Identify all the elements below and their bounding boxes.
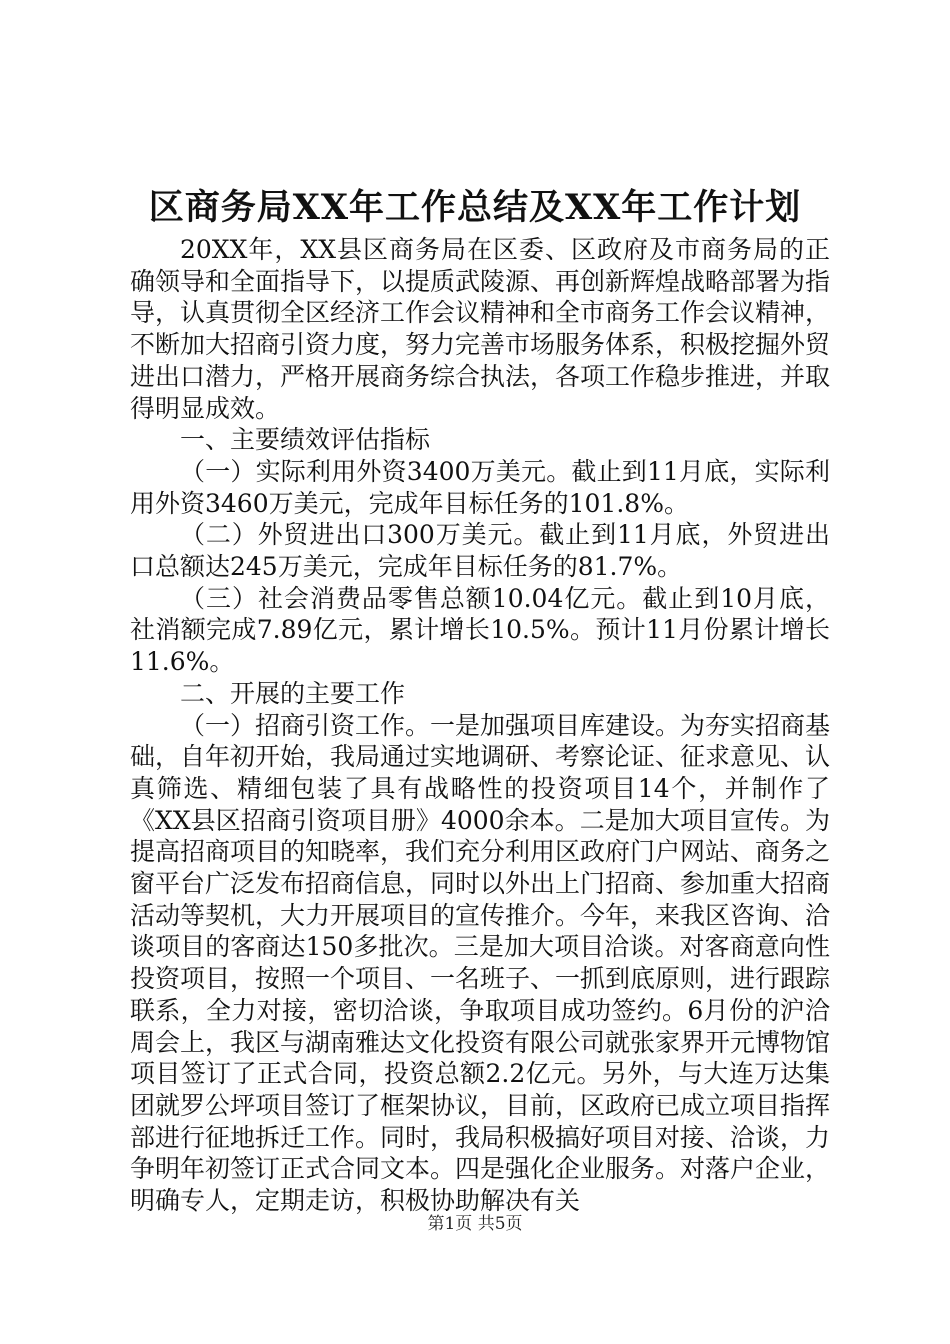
indicator-retail-sales: （三）社会消费品零售总额10.04亿元。截止到10月底，社消额完成7.89亿元，累计增长10.5%。预计11月份累计增长11.6%。 — [130, 583, 830, 677]
intro-paragraph: 20XX年，XX县区商务局在区委、区政府及市商务局的正确领导和全面指导下，以提质武陵源、再创新辉煌战略部署为指导，认真贯彻全区经济工作会议精神和全市商务工作会议精神，不断加大招商引资力度，努力完善市场服务体系，积极挖掘外贸进出口潜力，严格开展商务综合执法，各项工作稳步推进，并取得明显成效。 — [130, 235, 831, 423]
section-heading-indicators: 一、主要绩效评估指标 — [180, 425, 431, 455]
indicator-foreign-trade: （二）外贸进出口300万美元。截止到11月底，外贸进出口总额达245万美元，完成年目标任务的81.7%。 — [130, 520, 830, 582]
work-investment-paragraph: （一）招商引资工作。一是加强项目库建设。为夯实招商基础，自年初开始，我局通过实地调研、考察论证、征求意见、认真筛选、精细包装了具有战略性的投资项目14个，并制作了《XX县区招商引资项目册》4000余本。二是加大项目宣传。为提高招商项目的知晓率，我们充分利用区政府门户网站、商务之窗平台广泛发布招商信息，同时以外出上门招商、参加重大招商活动等契机，大力开展项目的宣传推介。今年，来我区咨询、洽谈项目的客商达150多批次。三是加大项目洽谈。对客商意向性投资项目，按照一个项目、一名班子、一抓到底原则，进行跟踪联系，全力对接，密切洽谈，争取项目成功签约。6月份的沪洽周会上，我区与湖南雅达文化投资有限公司就张家界开元博物馆项目签订了正式合同，投资总额2.2亿元。另外，与大连万达集团就罗公坪项目签订了框架协议，目前，区政府已成立项目指挥部进行征地拆迁工作。同时，我局积极搞好项目对接、洽谈，力争明年初签订正式合同文本。四是强化企业服务。对落户企业，明确专人，定期走访，积极协助解决有关 — [130, 710, 831, 1216]
indicator-foreign-investment: （一）实际利用外资3400万美元。截止到11月底，实际利用外资3460万美元，完成年目标任务的101.8%。 — [130, 456, 830, 518]
page-footer: 第1页 共5页 — [427, 1214, 523, 1234]
section-heading-main-work: 二、开展的主要工作 — [180, 678, 406, 708]
document-title: 区商务局XX年工作总结及XX年工作计划 — [148, 187, 802, 228]
document-body — [130, 234, 830, 1217]
